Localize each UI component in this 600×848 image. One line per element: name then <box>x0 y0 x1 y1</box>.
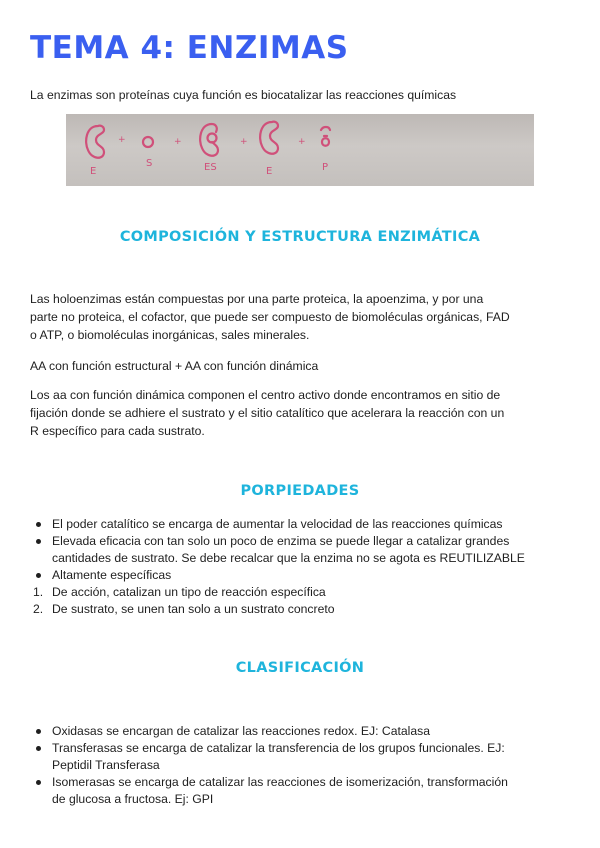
label-es: ES <box>204 162 217 173</box>
list-item: Elevada eficacia con tan solo un poco de enzima se puede llegar a catalizar grandes cantidades de sustrato. Se debe recalcar que la enzima no se agota es REUTILIZABLE <box>30 533 575 567</box>
reaction-plus-3: + <box>240 137 248 147</box>
paragraph-line: Los aa con función dinámica componen el centro activo donde encontramos en sitio de <box>30 388 501 402</box>
list-item: 1. De acción, catalizan un tipo de reacción específica <box>33 585 326 599</box>
list-item: Altamente específicas <box>30 567 575 584</box>
section-heading-classification: CLASIFICACIÓN <box>235 660 365 676</box>
section-heading-composition: COMPOSICIÓN Y ESTRUCTURA ENZIMÁTICA <box>119 229 481 245</box>
paragraph-line: parte no proteica, el cofactor, que puede ser compuesto de biomoléculas orgánicas, FAD <box>30 310 510 324</box>
reaction-plus-2: + <box>174 137 182 147</box>
enzyme-shape <box>86 126 104 158</box>
aa-function-line: AA con función estructural + AA con función dinámica <box>30 359 319 373</box>
label-p: P <box>322 162 329 173</box>
list-item: El poder catalítico se encarga de aumentar la velocidad de las reacciones químicas <box>30 516 575 533</box>
enzyme-shape-2 <box>260 122 278 154</box>
label-e: E <box>90 166 97 177</box>
paragraph-line: fijación donde se adhiere el sustrato y el sitio catalítico que acelerara la reacción con un <box>30 406 505 420</box>
intro-paragraph: La enzimas son proteínas cuya función es biocatalizar las reacciones químicas <box>30 88 457 102</box>
paragraph-line: Las holoenzimas están compuestas por una parte proteica, la apoenzima, y por una <box>30 292 484 306</box>
list-item: 2. De sustrato, se unen tan solo a un sustrato concreto <box>33 602 335 616</box>
list-item: Transferasas se encarga de catalizar la transferencia de los grupos funcionales. EJ: Peptidil Transferasa <box>30 740 575 774</box>
reaction-plus-1: + <box>118 135 126 145</box>
list-number: 2. <box>33 602 44 616</box>
active-site-paragraph <box>30 386 572 440</box>
list-item: Oxidasas se encargan de catalizar las reacciones redox. EJ: Catalasa <box>30 723 575 740</box>
classification-list <box>30 723 575 808</box>
list-item: Isomerasas se encarga de catalizar las reacciones de isomerización, transformación de glucosa a fructosa. Ej: GPI <box>30 774 575 808</box>
holoenzyme-paragraph <box>30 290 572 344</box>
reaction-drawing <box>66 114 534 186</box>
properties-list <box>30 516 575 584</box>
paragraph-line: o ATP, o biomoléculas inorgánicas, sales minerales. <box>30 328 310 342</box>
list-number: 1. <box>33 585 44 599</box>
paragraph-line: R específico para cada sustrato. <box>30 424 205 438</box>
substrate-shape <box>143 137 153 147</box>
page-title: TEMA 4: ENZIMAS <box>30 30 349 66</box>
product-shape <box>321 127 330 130</box>
reaction-plus-4: + <box>298 137 306 147</box>
label-e2: E <box>266 166 273 177</box>
section-heading-properties: PORPIEDADES <box>240 483 360 499</box>
label-s: S <box>146 158 153 169</box>
reaction-photo <box>66 114 534 186</box>
specificity-list <box>30 584 575 618</box>
